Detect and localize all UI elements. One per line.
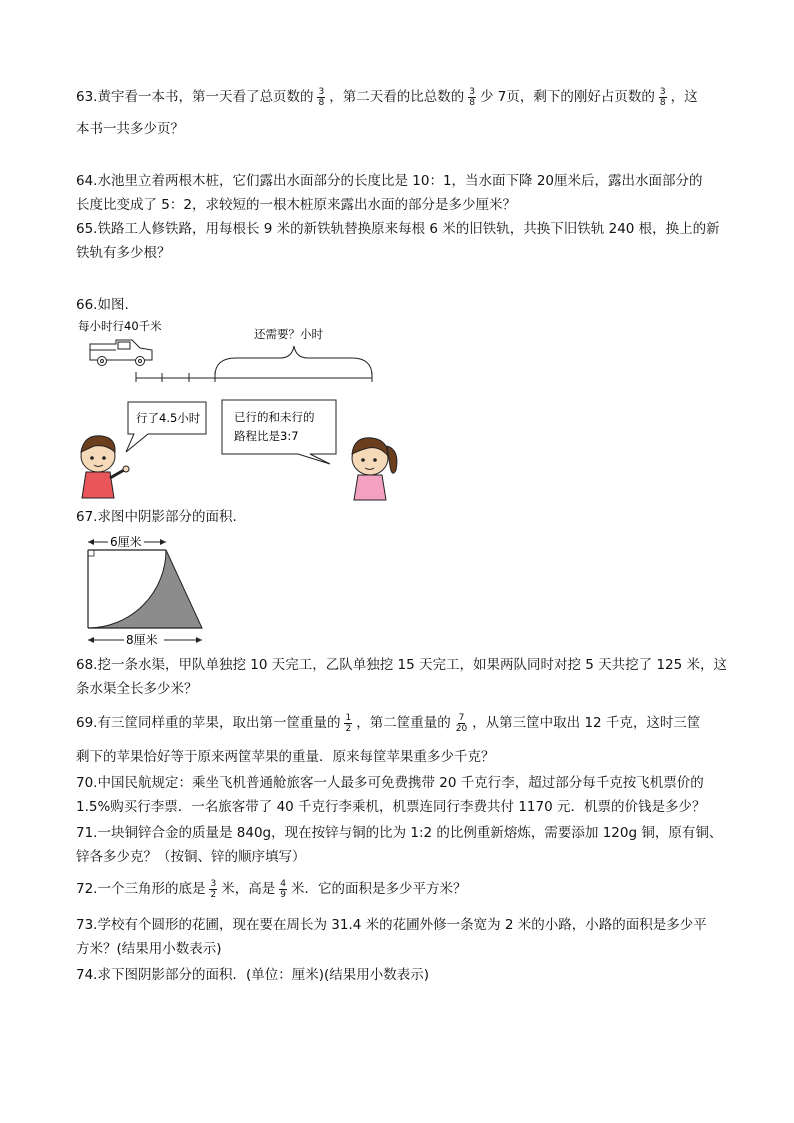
fraction-3-2: $\frac{3}{2}$ bbox=[210, 878, 217, 900]
question-65-line-2: 铁轨有多少根？ bbox=[76, 245, 171, 261]
question-67-title: 67.求图中阴影部分的面积. bbox=[76, 509, 237, 525]
bottom-length-label: 8厘米 bbox=[126, 633, 158, 647]
arrow-right-icon bbox=[160, 539, 166, 545]
question-70-line-1: 70.中国民航规定：乘坐飞机普通舱旅客一人最多可免费携带 20 千克行李，超过部分每千克按飞机票价的 bbox=[76, 775, 704, 791]
arrow-right-icon bbox=[196, 637, 202, 643]
question-67-figure bbox=[74, 528, 224, 656]
fraction-7-20: $\frac{7}{20}$ bbox=[455, 712, 468, 734]
shaded-region bbox=[88, 550, 202, 628]
question-66-figure bbox=[74, 312, 434, 508]
question-64-line-1: 64.水池里立着两根木桩，它们露出水面部分的长度比是 10：1，当水面下降 20厘米后，露出水面部分的 bbox=[76, 173, 703, 189]
boy-illustration bbox=[81, 436, 129, 498]
right-angle-mark bbox=[88, 550, 94, 556]
remaining-brace bbox=[215, 346, 372, 376]
fraction-4-9: $\frac{4}{9}$ bbox=[280, 878, 286, 900]
speed-label: 每小时行40千米 bbox=[78, 319, 162, 333]
boy-bubble-text: 行了4.5小时 bbox=[136, 411, 201, 425]
question-68-line-2: 条水渠全长多少米？ bbox=[76, 681, 198, 697]
question-69-line-1: 69.有三筐同样重的苹果，取出第一筐重量的 $\frac{1}{2}$ ，第二筐重量的 $\frac{7}{20}$ ，从第三筐中取出 12 千克，这时三筐 bbox=[76, 712, 701, 734]
question-73-line-1: 73.学校有个圆形的花圃，现在要在周长为 31.4 米的花圃外修一条宽为 2 米的小路，小路的面积是多少平 bbox=[76, 917, 707, 933]
boy-speech-bubble bbox=[126, 402, 206, 452]
fraction-1-2: $\frac{1}{2}$ bbox=[345, 712, 352, 734]
fraction-3-8: $\frac{3}{8}$ bbox=[469, 86, 475, 108]
question-73-line-2: 方米？(结果用小数表示) bbox=[76, 941, 222, 957]
question-72: 72.一个三角形的底是 $\frac{3}{2}$ 米，高是 $\frac{4}{9}$ 米．它的面积是多少平方米？ bbox=[76, 878, 467, 900]
girl-bubble-line-2: 路程比是3:7 bbox=[234, 429, 299, 443]
question-71-line-2: 锌各多少克？（按铜、锌的顺序填写） bbox=[76, 849, 306, 865]
question-63-line-1: 63.黄宇看一本书，第一天看了总页数的 $\frac{3}{8}$ ，第二天看的比总数的 $\frac{3}{8}$ 少 7页，剩下的刚好占页数的 $\frac{3}{8}$ ，这 bbox=[76, 86, 698, 108]
question-65-line-1: 65.铁路工人修铁路，用每根长 9 米的新铁轨替换原来每根 6 米的旧铁轨，共换下旧铁轨 240 根，换上的新 bbox=[76, 221, 720, 237]
fraction-3-8: $\frac{3}{8}$ bbox=[318, 86, 325, 108]
girl-illustration bbox=[352, 438, 397, 500]
arrow-left-icon bbox=[88, 637, 94, 643]
girl-bubble-line-1: 已行的和未行的 bbox=[234, 410, 315, 424]
question-74: 74.求下图阴影部分的面积．(单位：厘米)(结果用小数表示) bbox=[76, 967, 430, 983]
question-68-line-1: 68.挖一条水渠，甲队单独挖 10 天完工，乙队单独挖 15 天完工，如果两队同时对挖 5 天共挖了 125 米，这 bbox=[76, 657, 728, 673]
arrow-left-icon bbox=[88, 539, 94, 545]
question-64-line-2: 长度比变成了 5：2，求较短的一根木桩原来露出水面的部分是多少厘米？ bbox=[76, 197, 516, 213]
question-66-title: 66.如图. bbox=[76, 297, 129, 313]
fraction-3-8: $\frac{3}{8}$ bbox=[659, 86, 666, 108]
question-69-line-2: 剩下的苹果恰好等于原来两筐苹果的重量．原来每筐苹果重多少千克？ bbox=[76, 749, 495, 765]
truck-icon bbox=[90, 340, 152, 366]
top-length-label: 6厘米 bbox=[110, 535, 142, 549]
question-63-line-2: 本书一共多少页？ bbox=[76, 121, 184, 137]
question-71-line-1: 71.一块铜锌合金的质量是 840g，现在按锌与铜的比为 1:2 的比例重新熔炼，需要添加 120g 铜，原有铜、 bbox=[76, 825, 723, 841]
question-70-line-2: 1.5%购买行李票．一名旅客带了 40 千克行李乘机，机票连同行李费共付 1170 元．机票的价钱是多少？ bbox=[76, 799, 706, 815]
remaining-label: 还需要？小时 bbox=[254, 327, 323, 341]
